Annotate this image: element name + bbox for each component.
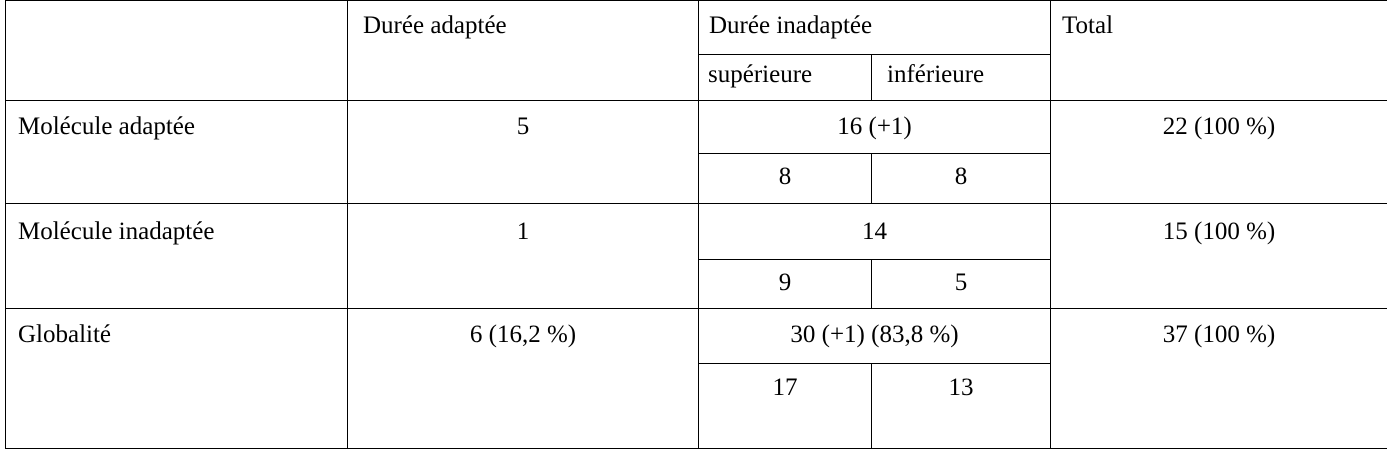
header-duree-adaptee: Durée adaptée bbox=[363, 12, 507, 39]
row-duree-adaptee: 1 bbox=[516, 218, 530, 245]
row-label: Molécule adaptée bbox=[18, 113, 195, 140]
rule-row3-split bbox=[698, 363, 1050, 364]
row-duree-adaptee: 5 bbox=[516, 113, 530, 140]
rule-bottom bbox=[5, 448, 1387, 449]
rule-subheader bbox=[698, 54, 1050, 55]
row-inferieure: 8 bbox=[954, 163, 968, 190]
row-label: Molécule inadaptée bbox=[18, 218, 215, 245]
rule-row1-split bbox=[698, 153, 1050, 154]
row-duree-adaptee: 6 (16,2 %) bbox=[469, 321, 577, 348]
row-duree-inadaptee: 30 (+1) (83,8 %) bbox=[790, 321, 959, 348]
row-total: 22 (100 %) bbox=[1162, 113, 1276, 140]
rule-left bbox=[5, 0, 6, 449]
row-label: Globalité bbox=[18, 321, 112, 348]
row-inferieure: 5 bbox=[954, 269, 968, 296]
header-superieure: supérieure bbox=[708, 61, 813, 88]
rule-top bbox=[5, 0, 1387, 1]
row-duree-inadaptee: 14 bbox=[862, 218, 887, 245]
rule-row2-bottom bbox=[5, 308, 1387, 309]
row-total: 15 (100 %) bbox=[1162, 218, 1276, 245]
row-superieure: 8 bbox=[778, 163, 792, 190]
row-duree-inadaptee: 16 (+1) bbox=[837, 113, 912, 140]
rule-header-sub bbox=[871, 54, 872, 100]
row-superieure: 9 bbox=[778, 269, 792, 296]
header-total: Total bbox=[1062, 12, 1114, 39]
rule-row2-split bbox=[698, 259, 1050, 260]
row-superieure: 17 bbox=[772, 374, 798, 401]
row-total: 37 (100 %) bbox=[1162, 321, 1276, 348]
header-duree-inadaptee: Durée inadaptée bbox=[709, 12, 873, 39]
rule-header-bottom bbox=[5, 100, 1387, 101]
header-inferieure: inférieure bbox=[887, 61, 985, 88]
rule-row1-bottom bbox=[5, 203, 1387, 204]
row-inferieure: 13 bbox=[948, 374, 974, 401]
